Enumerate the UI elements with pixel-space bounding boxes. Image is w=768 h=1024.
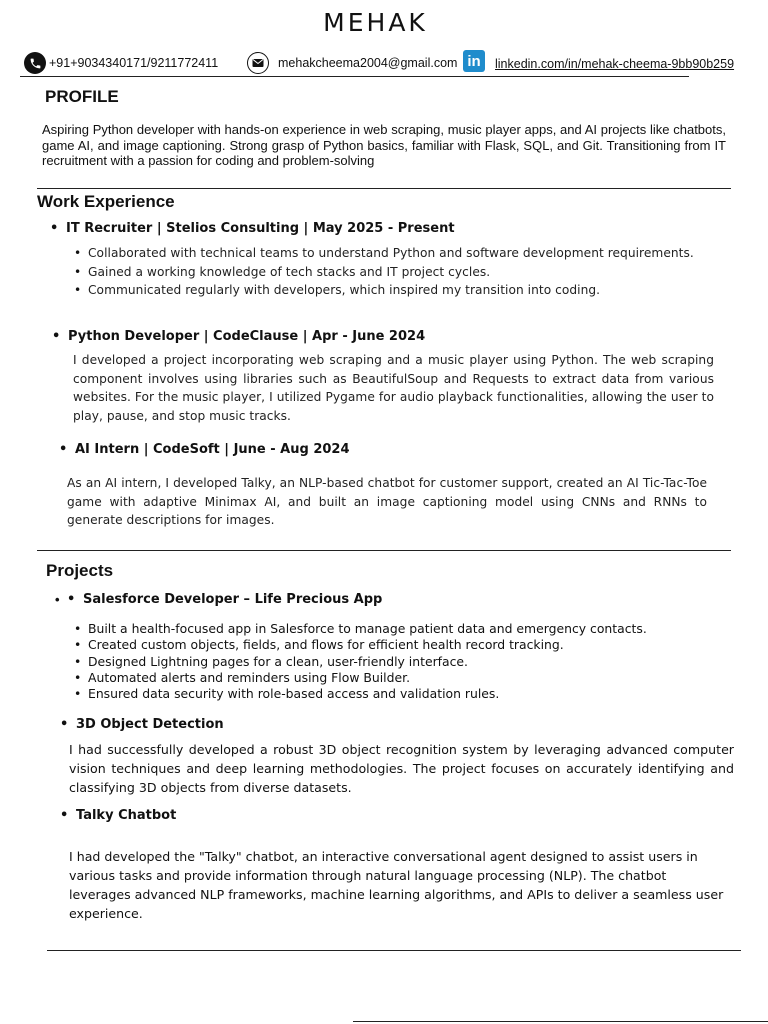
list-item: • Built a health-focused app in Salesforce to manage patient data and emergency contacts. <box>88 621 738 637</box>
list-item: • Ensured data security with role-based access and validation rules. <box>88 686 738 702</box>
section-divider <box>37 188 731 189</box>
project-text-talky: I had developed the "Talky" chatbot, an interactive conversational agent designed to assist users in various tasks and provide information through natural language processing (NLP). The chatbot leverages advanced NLP frameworks, machine learning algorithms, and APIs to deliver a seamless user experience. <box>69 849 724 921</box>
project-title-salesforce: • Salesforce Developer – Life Precious App <box>83 592 382 607</box>
projects-heading: Projects <box>46 561 114 580</box>
project-title-talky: • Talky Chatbot <box>76 808 176 823</box>
resume-name: MEHAK <box>323 8 428 37</box>
phone-icon <box>24 52 46 74</box>
linkedin-icon[interactable]: in <box>463 50 485 72</box>
job-title-ai-intern: • AI Intern | CodeSoft | June - Aug 2024 <box>75 442 350 457</box>
header-divider <box>20 76 689 77</box>
job-text-python-developer: I developed a project incorporating web scraping and a music player using Python. The web scraping component involves using libraries such as BeautifulSoup and Requests to extract data from various websites. For the music player, I utilized Pygame for audio playback functionalities, allowing the user to play, pause, and stop music tracks. <box>73 353 714 423</box>
section-divider <box>37 550 731 551</box>
work-heading: Work Experience <box>37 192 175 211</box>
job-title-python-developer: • Python Developer | CodeClause | Apr - June 2024 <box>68 329 425 344</box>
profile-text: Aspiring Python developer with hands-on experience in web scraping, music player apps, and AI projects like chatbots, game AI, and image captioning. Strong grasp of Python basics, familiar with Flask, SQL, and Git. Transitioning from IT recruitment with a passion for coding and problem-solving <box>42 122 726 168</box>
bullet-dot: • <box>55 592 60 607</box>
contact-linkedin <box>463 48 734 74</box>
phone-number: +91+9034340171/9211772411 <box>49 56 219 70</box>
footer-divider <box>353 1021 768 1022</box>
list-item: • Automated alerts and reminders using Flow Builder. <box>88 670 738 686</box>
email-address[interactable]: mehakcheema2004@gmail.com <box>278 56 458 70</box>
list-item: • Gained a working knowledge of tech stacks and IT project cycles. <box>88 263 704 282</box>
mail-icon <box>247 52 269 74</box>
project-text-3d-detection: I had successfully developed a robust 3D object recognition system by leveraging advanced computer vision techniques and deep learning methodologies. The project focuses on accurately identifying and classifying 3D objects from diverse datasets. <box>69 742 734 795</box>
list-item: • Designed Lightning pages for a clean, user-friendly interface. <box>88 654 738 670</box>
job-text-ai-intern: As an AI intern, I developed Talky, an NLP-based chatbot for customer support, created an AI Tic-Tac-Toe game with adaptive Minimax AI, and built an image captioning model using CNNs and RNNs to generate descriptions for images. <box>67 476 707 527</box>
job-bullets-it-recruiter <box>88 244 704 300</box>
contact-phone <box>24 50 218 76</box>
list-item: • Collaborated with technical teams to understand Python and software development requirements. <box>88 244 704 263</box>
list-item: • Communicated regularly with developers, which inspired my transition into coding. <box>88 281 704 300</box>
list-item: • Created custom objects, fields, and flows for efficient health record tracking. <box>88 637 738 653</box>
project-title-3d-detection: • 3D Object Detection <box>76 717 224 732</box>
job-title-it-recruiter: • IT Recruiter | Stelios Consulting | May 2025 - Present <box>66 221 455 236</box>
linkedin-link[interactable]: linkedin.com/in/mehak-cheema-9bb90b259 <box>495 57 735 71</box>
profile-heading: PROFILE <box>45 87 119 106</box>
contact-email <box>247 50 457 76</box>
project-bullets-salesforce <box>88 621 738 702</box>
section-divider <box>47 950 741 951</box>
